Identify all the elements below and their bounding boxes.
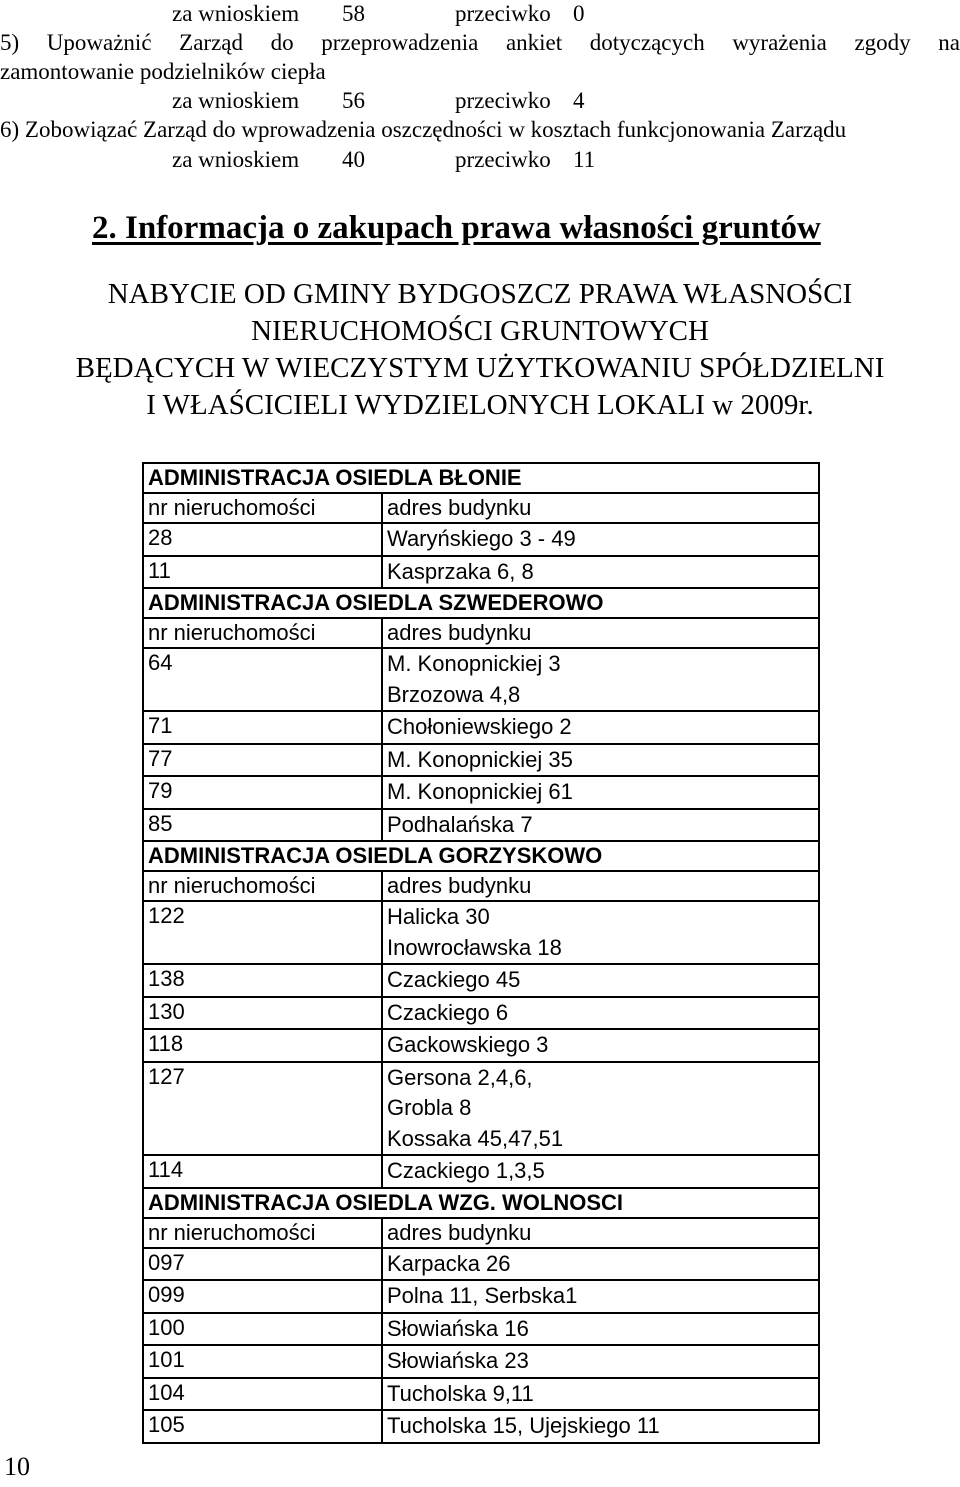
table-row bbox=[143, 1155, 819, 1188]
vote-against-label: przeciwko bbox=[455, 88, 551, 113]
heading-line: NIERUCHOMOŚCI GRUNTOWYCH bbox=[251, 315, 709, 347]
table-row bbox=[143, 711, 819, 744]
column-header-row bbox=[143, 1218, 819, 1248]
table-row bbox=[143, 648, 819, 711]
heading-line: NABYCIE OD GMINY BYDGOSZCZ PRAWA WŁASNOŚCI bbox=[107, 278, 853, 310]
building-address: Czackiego 45 bbox=[382, 964, 819, 997]
administration-header-row bbox=[143, 841, 819, 871]
column-header-number: nr nieruchomości bbox=[143, 493, 382, 523]
property-number: 71 bbox=[143, 711, 382, 744]
building-address: M. Konopnickiej 61 bbox=[382, 776, 819, 809]
administration-name: ADMINISTRACJA OSIEDLA BŁONIE bbox=[143, 463, 819, 493]
table-row bbox=[143, 809, 819, 842]
administration-header-row bbox=[143, 463, 819, 493]
section-title: 2. Informacja o zakupach prawa własności gruntów bbox=[92, 210, 821, 246]
property-number: 64 bbox=[143, 648, 382, 711]
column-header-address: adres budynku bbox=[382, 871, 819, 901]
property-number: 100 bbox=[143, 1313, 382, 1346]
property-number: 138 bbox=[143, 964, 382, 997]
building-address: Chołoniewskiego 2 bbox=[382, 711, 819, 744]
table-row bbox=[143, 556, 819, 589]
building-address: Kasprzaka 6, 8 bbox=[382, 556, 819, 589]
table-row bbox=[143, 1378, 819, 1411]
motion-6-line-1: 6) Zobowiązać Zarząd do wprowadzenia oszczędności w kosztach funkcjonowania Zarządu bbox=[0, 117, 847, 142]
vote-for-count: 56 bbox=[342, 88, 365, 113]
building-address: M. Konopnickiej 35 bbox=[382, 744, 819, 777]
building-address: Podhalańska 7 bbox=[382, 809, 819, 842]
column-header-number: nr nieruchomości bbox=[143, 1218, 382, 1248]
column-header-number: nr nieruchomości bbox=[143, 618, 382, 648]
table-row bbox=[143, 1248, 819, 1281]
property-number: 11 bbox=[143, 556, 382, 589]
table-row bbox=[143, 964, 819, 997]
column-header-number: nr nieruchomości bbox=[143, 871, 382, 901]
heading-line: BĘDĄCYCH W WIECZYSTYM UŻYTKOWANIU SPÓŁDZIELNI bbox=[75, 352, 885, 384]
administration-name: ADMINISTRACJA OSIEDLA SZWEDEROWO bbox=[143, 588, 819, 618]
property-number: 104 bbox=[143, 1378, 382, 1411]
building-address: Tucholska 15, Ujejskiego 11 bbox=[382, 1410, 819, 1443]
table-row bbox=[143, 901, 819, 964]
administration-header-row bbox=[143, 588, 819, 618]
column-header-row bbox=[143, 618, 819, 648]
heading-line: I WŁAŚCICIELI WYDZIELONYCH LOKALI w 2009r. bbox=[146, 389, 814, 421]
table-row bbox=[143, 1345, 819, 1378]
table-row bbox=[143, 1062, 819, 1156]
column-header-address: adres budynku bbox=[382, 1218, 819, 1248]
table-row bbox=[143, 997, 819, 1030]
vote-against-label: przeciwko bbox=[455, 147, 551, 172]
building-address: Tucholska 9,11 bbox=[382, 1378, 819, 1411]
property-number: 77 bbox=[143, 744, 382, 777]
motion-5-line-1: 5) Upoważnić Zarząd do przeprowadzenia ankiet dotyczących wyrażenia zgody na bbox=[0, 30, 960, 55]
table-row bbox=[143, 776, 819, 809]
property-number: 118 bbox=[143, 1029, 382, 1062]
building-address: Słowiańska 16 bbox=[382, 1313, 819, 1346]
vote-for-count: 40 bbox=[342, 147, 365, 172]
building-address: Gackowskiego 3 bbox=[382, 1029, 819, 1062]
column-header-address: adres budynku bbox=[382, 493, 819, 523]
administration-name: ADMINISTRACJA OSIEDLA WZG. WOLNOSCI bbox=[143, 1188, 819, 1218]
property-number: 101 bbox=[143, 1345, 382, 1378]
column-header-row bbox=[143, 493, 819, 523]
property-number: 28 bbox=[143, 523, 382, 556]
vote-for-label: za wnioskiem bbox=[172, 1, 300, 26]
property-number: 099 bbox=[143, 1280, 382, 1313]
building-address: Czackiego 6 bbox=[382, 997, 819, 1030]
page-number: 10 bbox=[4, 1452, 30, 1481]
property-number: 85 bbox=[143, 809, 382, 842]
building-address: Karpacka 26 bbox=[382, 1248, 819, 1281]
table-row bbox=[143, 1313, 819, 1346]
table-row bbox=[143, 1410, 819, 1443]
vote-for-label: za wnioskiem bbox=[172, 147, 300, 172]
building-address: M. Konopnickiej 3 Brzozowa 4,8 bbox=[382, 648, 819, 711]
administration-header-row bbox=[143, 1188, 819, 1218]
column-header-address: adres budynku bbox=[382, 618, 819, 648]
property-number: 79 bbox=[143, 776, 382, 809]
vote-against-count: 0 bbox=[573, 1, 585, 26]
building-address: Polna 11, Serbska1 bbox=[382, 1280, 819, 1313]
table-row bbox=[143, 1029, 819, 1062]
vote-against-label: przeciwko bbox=[455, 1, 551, 26]
building-address: Waryńskiego 3 - 49 bbox=[382, 523, 819, 556]
property-number: 122 bbox=[143, 901, 382, 964]
property-number: 114 bbox=[143, 1155, 382, 1188]
vote-for-label: za wnioskiem bbox=[172, 88, 300, 113]
table-row bbox=[143, 523, 819, 556]
building-address: Gersona 2,4,6, Grobla 8 Kossaka 45,47,51 bbox=[382, 1062, 819, 1156]
table-row bbox=[143, 744, 819, 777]
motion-5-line-2: zamontowanie podzielników ciepła bbox=[0, 59, 326, 84]
vote-against-count: 11 bbox=[573, 147, 596, 172]
administration-name: ADMINISTRACJA OSIEDLA GORZYSKOWO bbox=[143, 841, 819, 871]
document-heading bbox=[0, 276, 960, 424]
property-number: 105 bbox=[143, 1410, 382, 1443]
property-number: 097 bbox=[143, 1248, 382, 1281]
building-address: Czackiego 1,3,5 bbox=[382, 1155, 819, 1188]
land-purchase-table bbox=[142, 462, 820, 1444]
property-number: 130 bbox=[143, 997, 382, 1030]
property-number: 127 bbox=[143, 1062, 382, 1156]
building-address: Słowiańska 23 bbox=[382, 1345, 819, 1378]
column-header-row bbox=[143, 871, 819, 901]
table-row bbox=[143, 1280, 819, 1313]
vote-against-count: 4 bbox=[573, 88, 585, 113]
building-address: Halicka 30 Inowrocławska 18 bbox=[382, 901, 819, 964]
vote-for-count: 58 bbox=[342, 1, 365, 26]
